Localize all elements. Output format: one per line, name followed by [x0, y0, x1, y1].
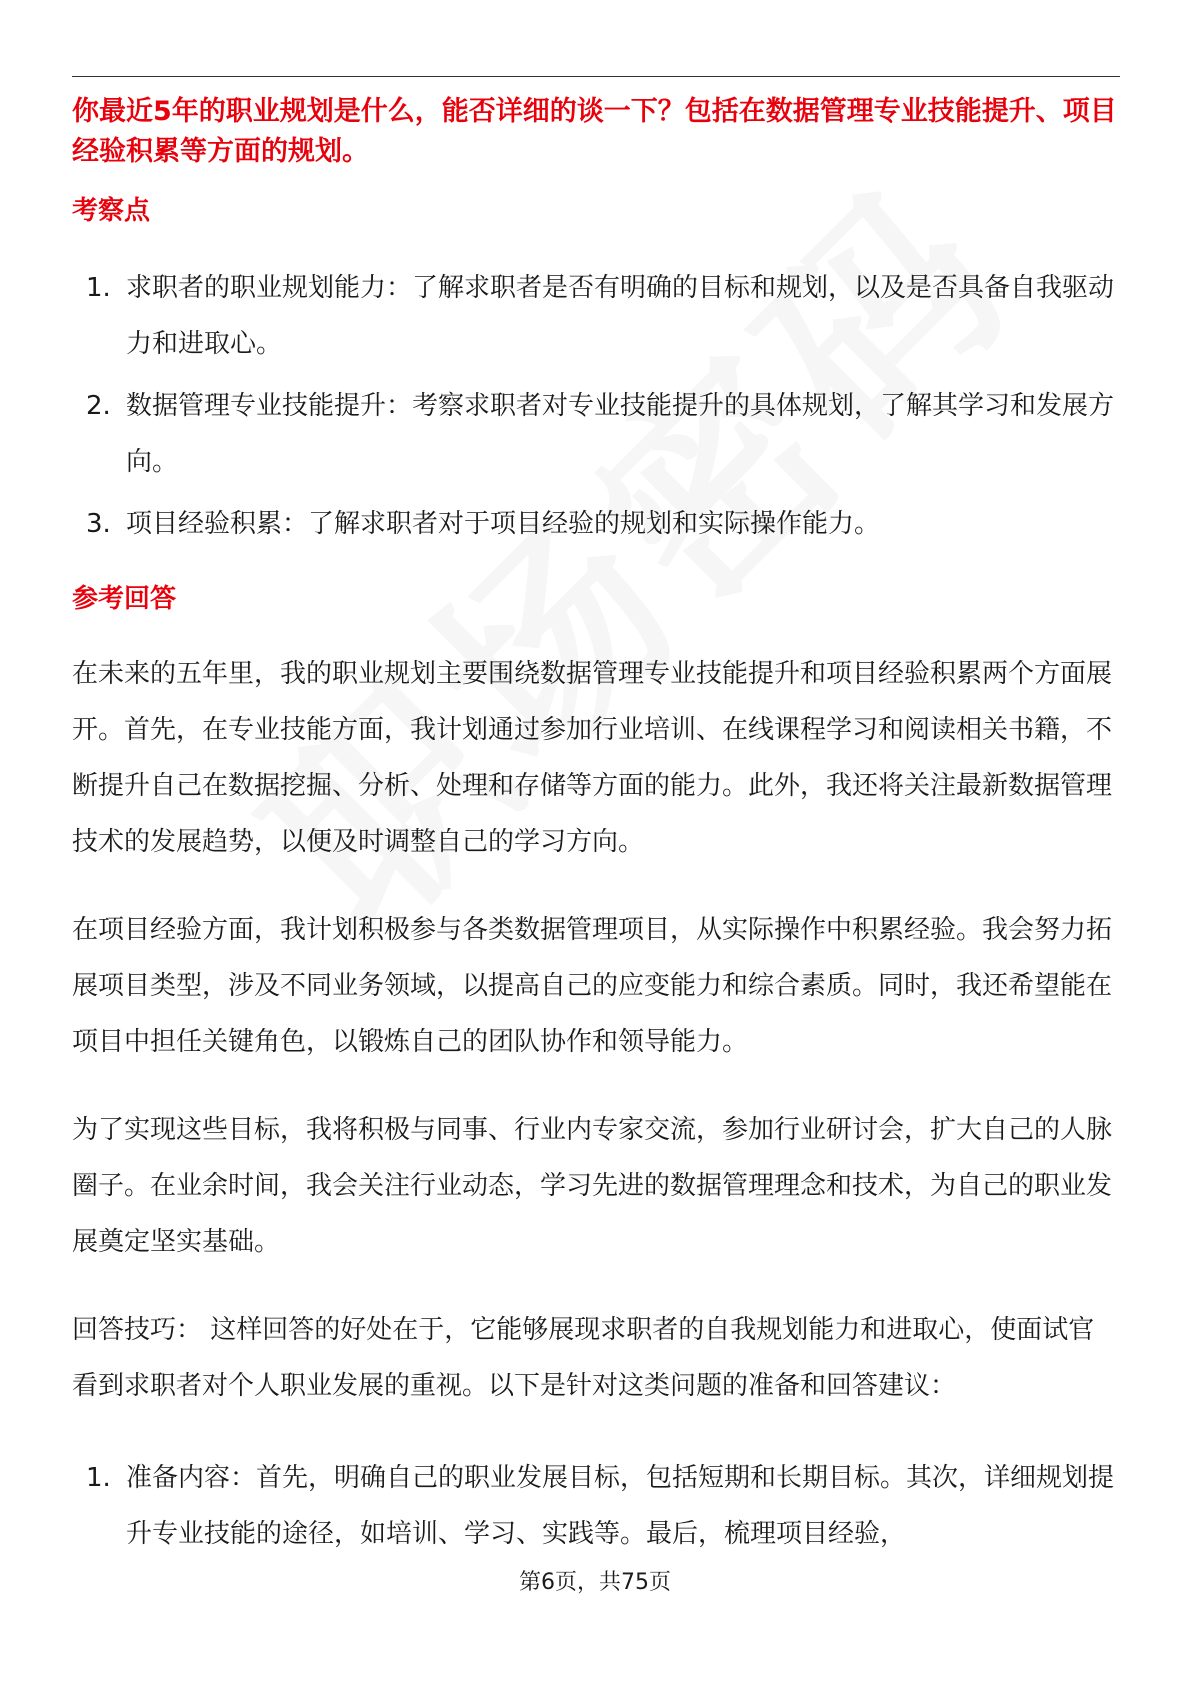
page-number: 第6页，共75页 [519, 1570, 671, 1595]
list-item-text: 数据管理专业技能提升：考察求职者对专业技能提升的具体规划，了解其学习和发展方向。 [126, 391, 1115, 477]
interview-question: 你最近5年的职业规划是什么，能否详细的谈一下？包括在数据管理专业技能提升、项目经验积累等方面的规划。 [72, 96, 1117, 167]
list-item-text: 项目经验积累：了解求职者对于项目经验的规划和实际操作能力。 [126, 509, 881, 539]
list-item [72, 1450, 1120, 1562]
answer-tips-paragraph: 回答技巧： 这样回答的好处在于，它能够展现求职者的自我规划能力和进取心，使面试官看到求职者对个人职业发展的重视。以下是针对这类问题的准备和回答建议： [72, 1315, 1095, 1401]
tips-list [72, 1450, 1120, 1562]
list-item-number: 1. [86, 273, 111, 303]
answer-paragraph: 在项目经验方面，我计划积极参与各类数据管理项目，从实际操作中积累经验。我会努力拓展项目类型，涉及不同业务领域，以提高自己的应变能力和综合素质。同时，我还希望能在项目中担任关键角色，以锻炼自己的团队协作和领导能力。 [72, 915, 1113, 1057]
list-item-number: 1. [86, 1463, 111, 1493]
list-item-text: 准备内容：首先，明确自己的职业发展目标，包括短期和长期目标。其次，详细规划提升专业技能的途径，如培训、学习、实践等。最后，梳理项目经验， [126, 1463, 1115, 1549]
list-item [72, 378, 1120, 490]
reference-answer-heading: 参考回答 [72, 584, 177, 614]
list-item [72, 496, 1120, 552]
list-item-text: 求职者的职业规划能力：了解求职者是否有明确的目标和规划，以及是否具备自我驱动力和进取心。 [126, 273, 1115, 359]
list-item-number: 3. [86, 509, 111, 539]
document-body [72, 92, 1120, 1568]
answer-paragraph: 为了实现这些目标，我将积极与同事、行业内专家交流，参加行业研讨会，扩大自己的人脉圈子。在业余时间，我会关注行业动态，学习先进的数据管理理念和技术，为自己的职业发展奠定坚实基础。 [72, 1115, 1113, 1257]
list-item [72, 260, 1120, 372]
answer-paragraph: 在未来的五年里，我的职业规划主要围绕数据管理专业技能提升和项目经验积累两个方面展开。首先，在专业技能方面，我计划通过参加行业培训、在线课程学习和阅读相关书籍，不断提升自己在数据挖掘、分析、处理和存储等方面的能力。此外，我还将关注最新数据管理技术的发展趋势，以便及时调整自己的学习方向。 [72, 659, 1113, 857]
exam-points-list [72, 260, 1120, 552]
header-rule [72, 76, 1120, 77]
list-item-number: 2. [86, 391, 111, 421]
exam-points-heading: 考察点 [72, 196, 151, 226]
